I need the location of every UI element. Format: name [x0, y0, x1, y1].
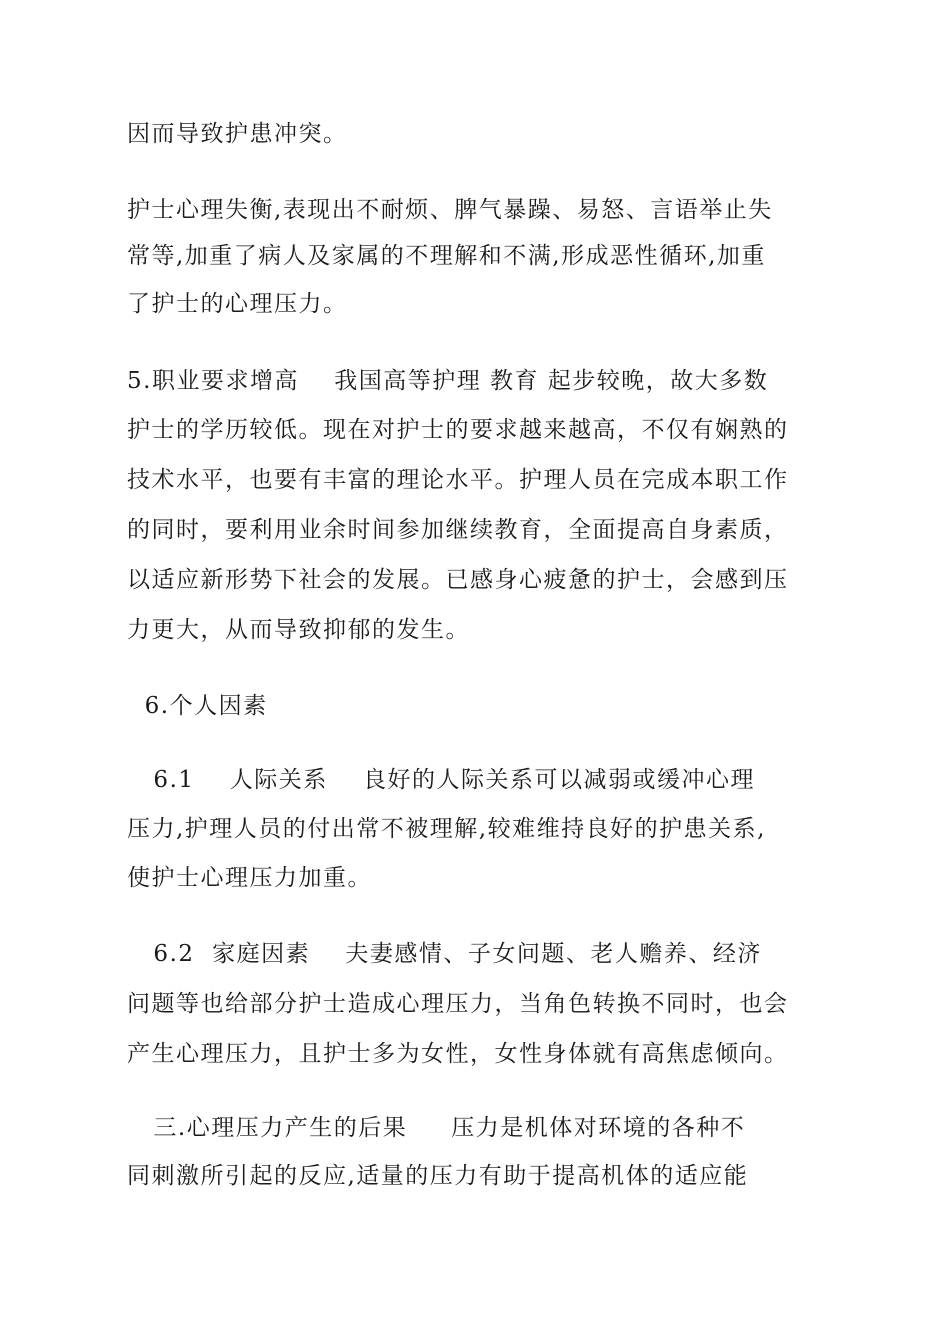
text-line: 因而导致护患冲突。 — [127, 121, 348, 147]
text-line: 常等,加重了病人及家属的不理解和不满,形成恶性循环,加重 — [127, 243, 766, 269]
text-line: 同刺激所引起的反应,适量的压力有助于提高机体的适应能 — [127, 1163, 749, 1189]
text-line: 护士心理失衡,表现出不耐烦、脾气暴躁、易怒、言语举止失 — [127, 197, 773, 223]
text-line: 了护士的心理压力。 — [127, 291, 348, 317]
text-line: 技术水平，也要有丰富的理论水平。护理人员在完成本职工作 — [127, 467, 789, 493]
text-line: 的同时，要利用业余时间参加继续教育，全面提高自身素质， — [127, 517, 789, 543]
text-line: 力更大，从而导致抑郁的发生。 — [127, 617, 470, 643]
section-heading: 6.个人因素 — [127, 693, 268, 719]
text-line: 问题等也给部分护士造成心理压力，当角色转换不同时，也会 — [127, 991, 789, 1017]
text-line: 压力,护理人员的付出常不被理解,较难维持良好的护患关系, — [127, 816, 766, 842]
text-line: 三.心理压力产生的后果 压力是机体对环境的各种不 — [127, 1115, 746, 1141]
text-line: 6.1 人际关系 良好的人际关系可以减弱或缓冲心理 — [127, 767, 755, 793]
text-line: 5.职业要求增高 我国高等护理 教育 起步较晚，故大多数 — [127, 368, 769, 394]
text-line: 以适应新形势下社会的发展。已感身心疲惫的护士，会感到压 — [127, 567, 789, 593]
text-line: 6.2 家庭因素 夫妻感情、子女问题、老人赡养、经济 — [127, 941, 762, 967]
text-line: 使护士心理压力加重。 — [127, 865, 372, 891]
text-line: 护士的学历较低。现在对护士的要求越来越高，不仅有娴熟的 — [127, 417, 789, 443]
text-line: 产生心理压力，且护士多为女性，女性身体就有高焦虑倾向。 — [127, 1041, 789, 1067]
